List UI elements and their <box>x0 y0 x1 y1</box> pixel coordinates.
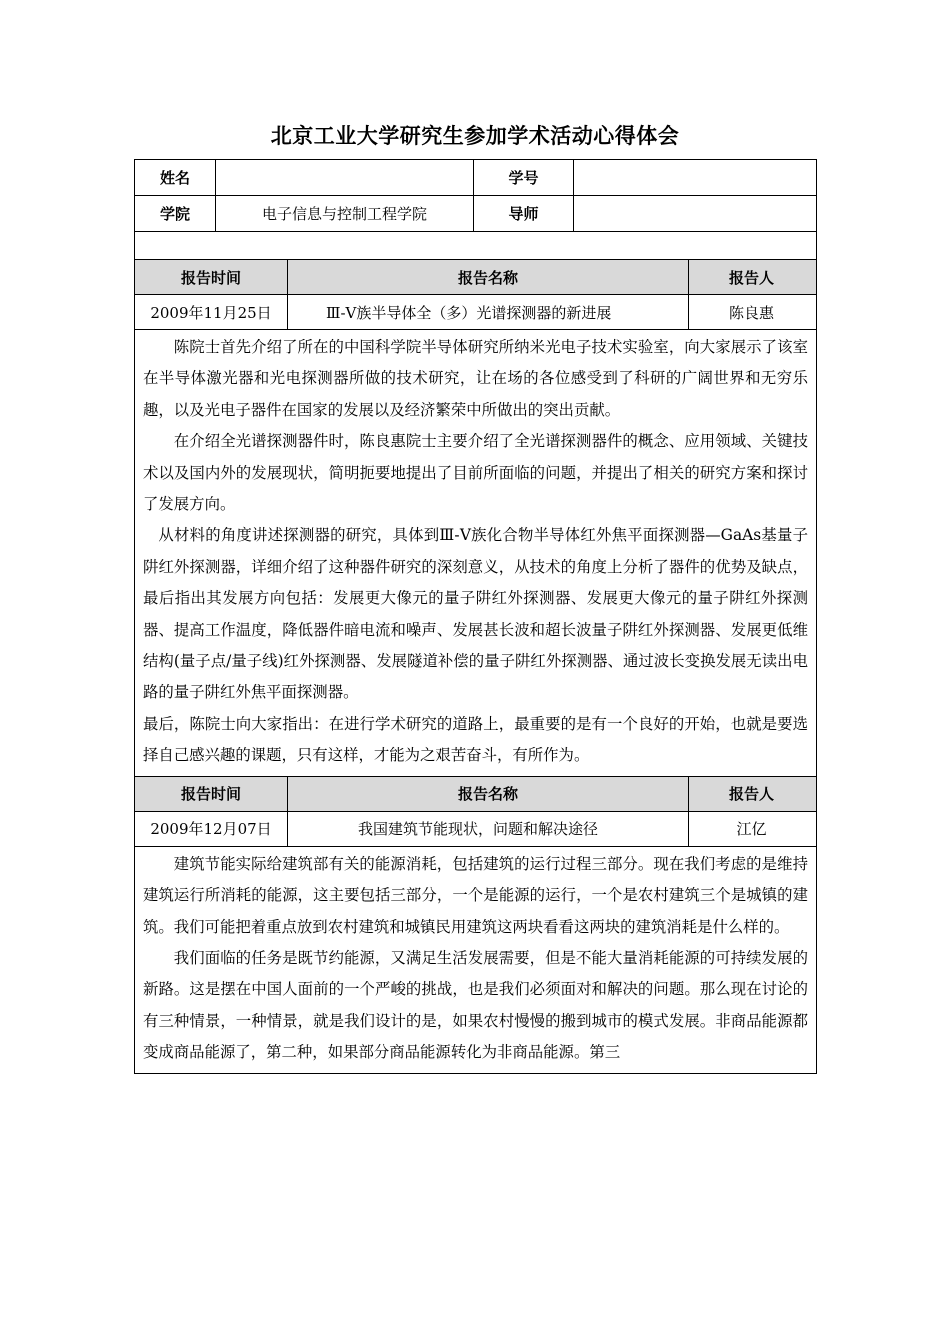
name-row <box>135 160 816 195</box>
report-speaker: 江亿 <box>688 812 814 846</box>
summary-paragraph: 建筑节能实际给建筑部有关的能源消耗，包括建筑的运行过程三部分。现在我们考虑的是维持建筑运行所消耗的能源，这主要包括三部分，一个是能源的运行，一个是农村建筑三个是城镇的建筑。我们可能把着重点放到农村建筑和城镇民用建筑这两块看看这两块的建筑消耗是什么样的。 <box>143 854 808 936</box>
report-time-header: 报告时间 <box>180 785 241 804</box>
report-speaker: 陈良惠 <box>688 295 814 329</box>
activity-form <box>134 159 817 1074</box>
college-row <box>135 195 816 231</box>
student-id-value <box>573 160 814 195</box>
summary-paragraph: 最后，陈院士向大家指出：在进行学术研究的道路上，最重要的是有一个良好的开始，也就是要选择自己感兴趣的课题，只有这样，才能为之艰苦奋斗，有所作为。 <box>143 714 808 765</box>
college-value: 电子信息与控制工程学院 <box>215 196 473 231</box>
summary-paragraph: 从材料的角度讲述探测器的研究，具体到Ⅲ-Ⅴ族化合物半导体红外焦平面探测器—GaAs基量子阱红外探测器，详细介绍了这种器件研究的深刻意义，从技术的角度上分析了器件的优势及缺点，最后指出其发展方向包括：发展更大像元的量子阱红外探测器、发展更大像元的量子阱红外探测器、提高工作温度，降低器件暗电流和噪声、发展甚长波和超长波量子阱红外探测器、发展更低维结构(量子点/量子线)红外探测器、发展隧道补偿的量子阱红外探测器、通过波长变换发展无读出电路的量子阱红外焦平面探测器。 <box>143 526 808 702</box>
report-info-row <box>135 811 816 846</box>
advisor-value <box>573 196 814 231</box>
report-time-header: 报告时间 <box>180 268 241 287</box>
report-name-header: 报告名称 <box>287 777 688 811</box>
summary-paragraph: 我们面临的任务是既节约能源，又满足生活发展需要，但是不能大量消耗能源的可持续发展的新路。这是摆在中国人面前的一个严峻的挑战，也是我们必须面对和解决的问题。那么现在讨论的有三种情景，一种情景，就是我们设计的是，如果农村慢慢的搬到城市的模式发展。非商品能源都变成商品能源了，第二种，如果部分商品能源转化为非商品能源。第三 <box>143 948 808 1062</box>
summary-paragraph: 在介绍全光谱探测器件时，陈良惠院士主要介绍了全光谱探测器件的概念、应用领域、关键技术以及国内外的发展现状，简明扼要地提出了目前所面临的问题，并提出了相关的研究方案和探讨了发展方向。 <box>143 432 808 514</box>
summary-paragraph: 陈院士首先介绍了所在的中国科学院半导体研究所纳米光电子技术实验室，向大家展示了该室在半导体激光器和光电探测器所做的技术研究，让在场的各位感受到了科研的广阔世界和无穷乐趣，以及光电子器件在国家的发展以及经济繁荣中所做出的突出贡献。 <box>143 338 808 419</box>
report-speaker-header: 报告人 <box>688 260 814 294</box>
name-label: 姓名 <box>159 169 190 187</box>
report-name: 我国建筑节能现状，问题和解决途径 <box>287 812 688 846</box>
report-summary <box>135 329 816 776</box>
college-label: 学院 <box>159 205 190 223</box>
report-summary <box>135 846 816 1073</box>
report-info-row <box>135 294 816 329</box>
report-header-row <box>135 259 816 294</box>
blank-row <box>135 231 816 259</box>
advisor-label: 导师 <box>473 196 573 231</box>
report-name: Ⅲ-Ⅴ族半导体全（多）光谱探测器的新进展 <box>287 295 688 329</box>
report-speaker-header: 报告人 <box>688 777 814 811</box>
report-name-header: 报告名称 <box>287 260 688 294</box>
document-title: 北京工业大学研究生参加学术活动心得体会 <box>270 124 680 148</box>
report-header-row <box>135 776 816 811</box>
name-value <box>215 160 473 195</box>
student-id-label: 学号 <box>473 160 573 195</box>
report-time: 2009年11月25日 <box>150 303 272 322</box>
report-time: 2009年12月07日 <box>150 820 272 839</box>
